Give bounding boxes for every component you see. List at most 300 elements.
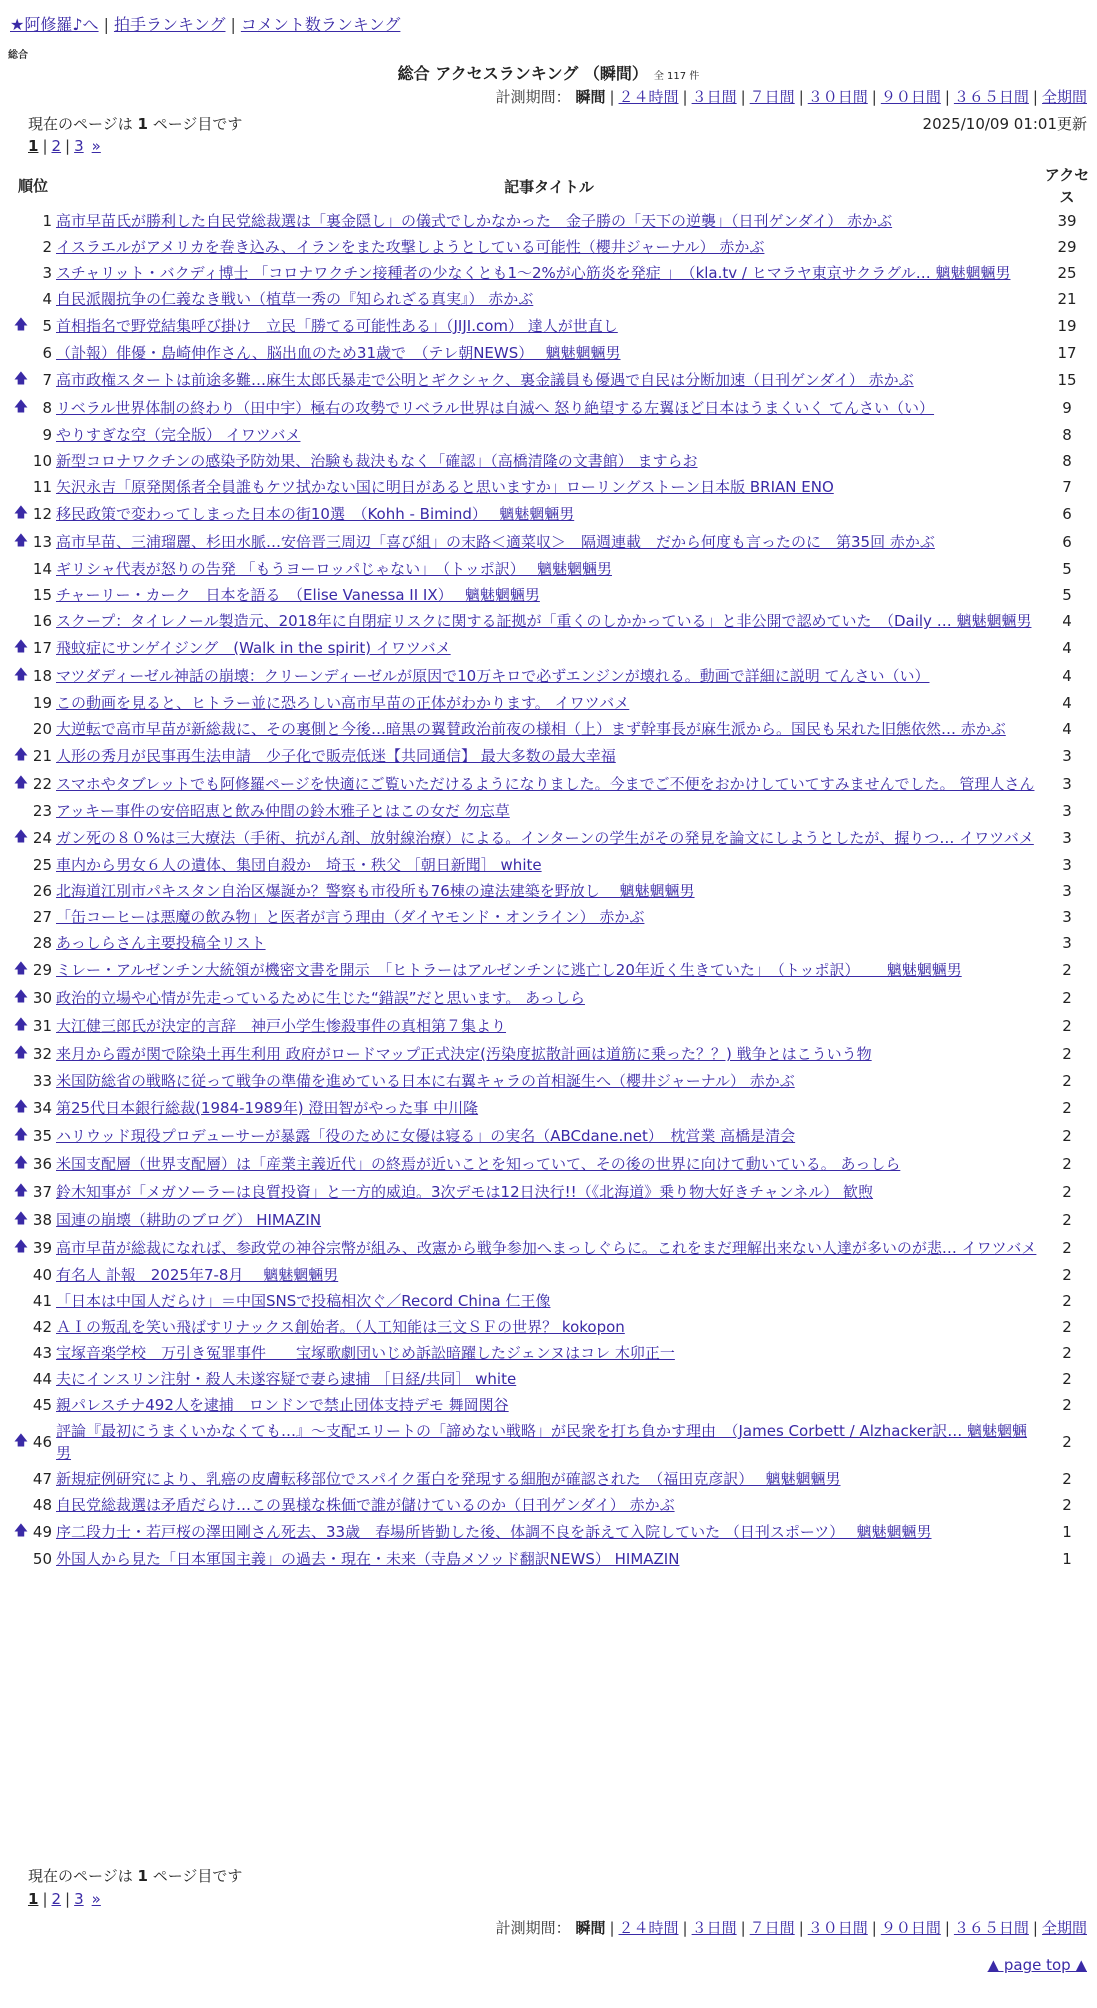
article-title-link[interactable]: マツダディーゼル神話の崩壊：クリーンディーゼルが原因で10万キロで必ずエンジンが壊れる。動画で詳細に説明 てんさい（い） [56,667,930,685]
rank-number: 50 [32,1550,52,1568]
page-info-top: 現在のページは 1 ページ目です 2025/10/09 01:01更新 [28,115,1087,133]
page-top-link[interactable]: ▲ page top ▲ [987,1956,1087,1974]
article-title-cell [56,474,1042,500]
rank-number: 21 [32,747,52,765]
access-count: 2 [1062,961,1072,979]
article-title-cell [56,1418,1042,1466]
article-title-link[interactable]: 車内から男女６人の遺体、集団自殺か 埼玉・秩父 ［朝日新聞］ white [56,856,542,874]
article-title-link[interactable]: ギリシャ代表が怒りの告発 「もうヨーロッパじゃない」 （トッポ訳） 魑魅魍魎男 [56,560,612,578]
rank-up-arrow-icon: 🡅 [13,533,29,549]
article-title-cell [56,1206,1042,1234]
access-count: 4 [1062,612,1072,630]
period-30d-link[interactable]: ３０日間 [807,88,868,106]
pager-page-1: 1 [28,1890,39,1908]
rank-up-arrow-icon: 🡅 [13,1045,29,1061]
page-info-bottom: 現在のページは 1 ページ目です [28,1867,243,1885]
total-count: 全 117 件 [653,71,700,82]
rank-arrow-cell [10,878,32,904]
article-title-cell [56,1466,1042,1492]
article-title-link[interactable]: 大逆転で高市早苗が新総裁に、その裏側と今後…暗黒の翼賛政治前夜の様相（上）まず幹事長が麻生派から。国民も呆れた旧態依然… 赤かぶ [56,720,1006,738]
rank-number: 22 [32,775,52,793]
article-title-cell [56,824,1042,852]
article-title-link[interactable]: 夫にインスリン注射・殺人未遂容疑で妻ら逮捕 ［日経/共同］ white [56,1370,517,1388]
rank-number: 10 [32,452,52,470]
period-30d-link[interactable]: ３０日間 [807,1919,868,1937]
article-title-link[interactable]: ミレー・アルゼンチン大統領が機密文書を開示 「ヒトラーはアルゼンチンに逃亡し20年近く生きていた」 （トッポ訳） 魑魅魍魎男 [56,961,962,979]
access-count: 3 [1062,856,1072,874]
access-count: 2 [1062,1396,1072,1414]
rank-number: 8 [42,399,52,417]
access-count: 25 [1057,264,1077,282]
access-count: 2 [1062,1017,1072,1035]
rank-up-arrow-icon: 🡅 [13,1239,29,1255]
rank-up-arrow-icon: 🡅 [13,775,29,791]
period-24h-link[interactable]: ２４時間 [618,1919,679,1937]
top-nav [10,12,400,35]
table-header-row [10,164,1092,208]
rank-number: 26 [32,882,52,900]
article-title-cell [56,1262,1042,1288]
rank-number: 3 [42,264,52,282]
article-title-cell [56,1546,1042,1572]
article-title-cell [56,448,1042,474]
article-title-cell [56,312,1042,340]
period-7d-link[interactable]: ７日間 [749,1919,795,1937]
table-row [10,984,1092,1012]
ranking-heading [0,61,1097,84]
access-count: 21 [1057,290,1077,308]
table-row [10,824,1092,852]
article-title-cell [56,582,1042,608]
pager-bottom: 1 | 2 | 3 » [28,1890,101,1908]
updated-timestamp: 2025/10/09 01:01更新 [922,115,1087,133]
article-title-link[interactable]: 矢沢永吉「原発関係者全員誰もケツ拭かない国に明日があると思いますか」ローリングストーン日本版 BRIAN ENO [56,478,834,496]
access-count: 29 [1057,238,1077,256]
header-rank: 順位 [17,177,48,195]
article-title-link[interactable]: 新型コロナワクチンの感染予防効果、治験も裁決もなく「確認」（高橋清隆の文書館） ますらお [56,452,698,470]
table-row [10,1418,1092,1466]
table-row [10,716,1092,742]
article-title-link[interactable]: 自民党総裁選は矛盾だらけ…この異様な株価で誰が儲けているのか（日刊ゲンダイ） 赤かぶ [56,1496,675,1514]
article-title-link[interactable]: 評論『最初にうまくいかなくても…』～支配エリートの「諦めない戦略」が民衆を打ち負かす理由 （James Corbett / Alzhacker訳… 魑魅魍魎男 [56,1422,1028,1462]
article-title-cell [56,690,1042,716]
rank-number: 43 [32,1344,52,1362]
table-row [10,500,1092,528]
ranking-rows [10,208,1092,1572]
rank-arrow-cell [10,690,32,716]
table-row [10,1366,1092,1392]
pager-page-2-link[interactable]: 2 [51,137,62,155]
article-title-link[interactable]: 北海道江別市パキスタン自治区爆誕か？警察も市役所も76棟の違法建築を野放し 魑魅魍魎男 [56,882,695,900]
access-count: 19 [1057,317,1077,335]
table-row [10,904,1092,930]
rank-number: 42 [32,1318,52,1336]
article-title-link[interactable]: 親パレスチナ492人を逮捕 ロンドンで禁止団体支持デモ 舞岡関谷 [56,1396,509,1414]
article-title-link[interactable]: 高市政権スタートは前途多難…麻生太郎氏暴走で公明とギクシャク、裏金議員も優遇で自民は分断加速（日刊ゲンダイ） 赤かぶ [56,371,914,389]
rank-up-arrow-icon: 🡅 [13,1183,29,1199]
article-title-cell [56,1492,1042,1518]
pager-top: 1 | 2 | 3 » [28,137,101,155]
rank-number: 23 [32,802,52,820]
article-title-cell [56,1040,1042,1068]
table-row [10,448,1092,474]
article-title-link[interactable]: ＡＩの叛乱を笑い飛ばすリナックス創始者。（人工知能は三文ＳＦの世界？ kokopon [56,1318,625,1336]
article-title-link[interactable]: 移民政策で変わってしまった日本の街10選 （Kohh - Bimind） 魑魅魍魎男 [56,505,575,523]
rank-arrow-cell [10,904,32,930]
rank-up-arrow-icon: 🡅 [13,829,29,845]
period-current: 瞬間 [575,88,606,106]
rank-arrow-cell [10,448,32,474]
period-90d-link[interactable]: ９０日間 [880,88,941,106]
table-row [10,1262,1092,1288]
pager-page-3-link[interactable]: 3 [74,1890,84,1908]
access-count: 2 [1062,989,1072,1007]
rank-number: 39 [32,1239,52,1257]
access-count: 4 [1062,694,1072,712]
rank-arrow-cell [10,1340,32,1366]
rank-arrow-cell [10,1314,32,1340]
table-row [10,1040,1092,1068]
rank-number: 30 [32,989,52,1007]
table-row [10,528,1092,556]
rank-up-arrow-icon: 🡅 [13,505,29,521]
category-label: 総合 [8,50,28,61]
access-count: 4 [1062,667,1072,685]
rank-up-arrow-icon: 🡅 [13,989,29,1005]
period-3d-link[interactable]: ３日間 [691,1919,737,1937]
article-title-link[interactable]: 自民派閥抗争の仁義なき戦い（植草一秀の『知られざる真実』） 赤かぶ [56,290,534,308]
table-row [10,1340,1092,1366]
table-row [10,742,1092,770]
current-page-number: 1 [137,1867,148,1885]
table-row [10,312,1092,340]
article-title-link[interactable]: 来月から霞が関で除染土再生利用 政府がロードマップ正式決定(汚染度拡散計画は道筋に乗った？？) 戦争とはこういう物 [56,1045,872,1063]
rank-up-arrow-icon: 🡅 [13,1155,29,1171]
article-title-link[interactable]: 有名人 訃報 2025年7-8月 魑魅魍魎男 [56,1266,339,1284]
article-title-cell [56,716,1042,742]
rank-number: 34 [32,1099,52,1117]
access-count: 5 [1062,560,1072,578]
rank-number: 28 [32,934,52,952]
table-row [10,1492,1092,1518]
access-count: 1 [1062,1550,1072,1568]
article-title-link[interactable]: 新規症例研究により、乳癌の皮膚転移部位でスパイク蛋白を発現する細胞が確認された （福田克彦訳） 魑魅魍魎男 [56,1470,841,1488]
rank-number: 2 [42,238,52,256]
table-row [10,582,1092,608]
article-title-link[interactable]: 「缶コーヒーは悪魔の飲み物」と医者が言う理由（ダイヤモンド・オンライン） 赤かぶ [56,908,645,926]
table-row [10,770,1092,798]
table-row [10,1314,1092,1340]
article-title-link[interactable]: 高市早苗が総裁になれば、参政党の神谷宗幣が組み、改憲から戦争参加へまっしぐらに。これをまだ理解出来ない人達が多いのが悲… イワツバメ [56,1239,1037,1257]
rank-arrow-cell [10,930,32,956]
rank-number: 17 [32,639,52,657]
access-count: 2 [1062,1433,1072,1451]
rank-number: 11 [32,478,52,496]
period-90d-link[interactable]: ９０日間 [880,1919,941,1937]
article-title-cell [56,956,1042,984]
period-nav-bottom: 計測期間： 瞬間 | ２４時間 | ３日間 | ７日間 | ３０日間 | ９０日間 | ３６５日間 | 全期間 [495,1919,1087,1937]
rank-arrow-cell [10,1392,32,1418]
rank-number: 9 [42,426,52,444]
access-count: 2 [1062,1183,1072,1201]
article-title-cell [56,984,1042,1012]
article-title-link[interactable]: 大江健三郎氏が決定的言辞 神戸小学生惨殺事件の真相第７集より [56,1017,507,1035]
rank-number: 31 [32,1017,52,1035]
rank-number: 46 [32,1433,52,1451]
rank-arrow-cell [10,556,32,582]
article-title-cell [56,878,1042,904]
rank-number: 6 [42,344,52,362]
article-title-cell [56,422,1042,448]
article-title-cell [56,340,1042,366]
rank-up-arrow-icon: 🡅 [13,1127,29,1143]
rank-arrow-cell [10,422,32,448]
rank-number: 41 [32,1292,52,1310]
table-row [10,1234,1092,1262]
article-title-link[interactable]: スクープ：タイレノール製造元、2018年に自閉症リスクに関する証拠が「重くのしかかっている」と非公開で認めていた （Daily … 魑魅魍魎男 [56,612,1032,630]
rank-up-arrow-icon: 🡅 [13,1211,29,1227]
rank-number: 4 [42,290,52,308]
access-count: 8 [1062,452,1072,470]
pager-next-link[interactable]: » [91,1890,101,1908]
table-row [10,852,1092,878]
period-365d-link[interactable]: ３６５日間 [953,1919,1029,1937]
article-title-cell [56,1518,1042,1546]
table-row [10,1178,1092,1206]
rank-arrow-cell [10,340,32,366]
access-count: 9 [1062,399,1072,417]
article-title-cell [56,1012,1042,1040]
article-title-cell [56,1314,1042,1340]
article-title-link[interactable]: 「日本は中国人だらけ」＝中国SNSで投稿相次ぐ／Record China 仁王像 [56,1292,551,1310]
pager-page-2-link[interactable]: 2 [51,1890,62,1908]
rank-number: 36 [32,1155,52,1173]
rank-number: 29 [32,961,52,979]
rank-up-arrow-icon: 🡅 [13,747,29,763]
nav-separator: | [103,15,109,34]
period-7d-link[interactable]: ７日間 [749,88,795,106]
table-row [10,930,1092,956]
article-title-link[interactable]: 序二段力士・若戸桜の澤田剛さん死去、33歳 春場所皆勤した後、体調不良を訴えて入院していた （日刊スポーツ） 魑魅魍魎男 [56,1523,932,1541]
access-count: 4 [1062,720,1072,738]
table-row [10,1392,1092,1418]
rank-number: 47 [32,1470,52,1488]
article-title-cell [56,930,1042,956]
ranking-table [10,164,1092,1572]
rank-number: 14 [32,560,52,578]
access-count: 17 [1057,344,1077,362]
nav-comment-ranking-link[interactable]: コメント数ランキング [240,15,401,34]
article-title-cell [56,1392,1042,1418]
article-title-link[interactable]: この動画を見ると、ヒトラー並に恐ろしい高市早苗の正体がわかります。 イワツバメ [56,694,630,712]
article-title-link[interactable]: 第25代日本銀行総裁(1984-1989年) 澄田智がやった事 中川隆 [56,1099,479,1117]
access-count: 1 [1062,1523,1072,1541]
article-title-cell [56,234,1042,260]
rank-arrow-cell [10,852,32,878]
article-title-cell [56,634,1042,662]
article-title-link[interactable]: 政治的立場や心情が先走っているために生じた“錯誤”だと思います。 あっしら [56,989,585,1007]
article-title-cell [56,852,1042,878]
table-row [10,1094,1092,1122]
article-title-cell [56,1366,1042,1392]
table-row [10,394,1092,422]
rank-up-arrow-icon: 🡅 [13,371,29,387]
article-title-cell [56,1094,1042,1122]
article-title-cell [56,528,1042,556]
nav-applause-ranking-link[interactable]: 拍手ランキング [113,15,226,34]
rank-up-arrow-icon: 🡅 [13,1523,29,1539]
table-row [10,1518,1092,1546]
nav-home-link[interactable]: ★阿修羅♪へ [10,15,99,34]
header-access: アクセス [1044,166,1090,206]
article-title-link[interactable]: 米国支配層（世界支配層）は「産業主義近代」の終焉が近いことを知っていて、その後の世界に向けて動いている。 あっしら [56,1155,901,1173]
table-row [10,340,1092,366]
access-count: 2 [1062,1318,1072,1336]
access-count: 2 [1062,1155,1072,1173]
table-row [10,798,1092,824]
rank-number: 38 [32,1211,52,1229]
access-count: 39 [1057,212,1077,230]
table-row [10,260,1092,286]
article-title-cell [56,1288,1042,1314]
article-title-cell [56,770,1042,798]
article-title-link[interactable]: スチャリット・バクディ博士 「コロナワクチン接種者の少なくとも1～2%が心筋炎を発症 」 （kla.tv / ヒマラヤ東京サクラグル… 魑魅魍魎男 [56,264,1011,282]
article-title-link[interactable]: アッキー事件の安倍昭恵と飲み仲間の鈴木雅子とはこの女だ 勿忘草 [56,802,510,820]
pager-next-link[interactable]: » [91,137,101,155]
access-count: 3 [1062,908,1072,926]
period-3d-link[interactable]: ３日間 [691,88,737,106]
table-row [10,1466,1092,1492]
article-title-link[interactable]: 首相指名で野党結集呼び掛け 立民「勝てる可能性ある」（JIJI.com） 達人が世直し [56,317,618,335]
pager-page-3-link[interactable]: 3 [74,137,84,155]
table-row [10,634,1092,662]
article-title-cell [56,742,1042,770]
rank-up-arrow-icon: 🡅 [13,317,29,333]
period-365d-link[interactable]: ３６５日間 [953,88,1029,106]
rank-number: 35 [32,1127,52,1145]
access-count: 3 [1062,829,1072,847]
article-title-link[interactable]: 国連の崩壊（耕助のブログ） HIMAZIN [56,1211,322,1229]
rank-number: 16 [32,612,52,630]
article-title-cell [56,556,1042,582]
table-row [10,1122,1092,1150]
rank-number: 37 [32,1183,52,1201]
rank-up-arrow-icon: 🡅 [13,399,29,415]
article-title-cell [56,260,1042,286]
access-count: 3 [1062,775,1072,793]
current-page-number: 1 [137,115,148,133]
article-title-cell [56,1150,1042,1178]
rank-number: 19 [32,694,52,712]
table-row [10,608,1092,634]
access-count: 7 [1062,478,1072,496]
table-row [10,234,1092,260]
period-24h-link[interactable]: ２４時間 [618,88,679,106]
article-title-cell [56,904,1042,930]
access-count: 2 [1062,1370,1072,1388]
page-top [988,1956,1087,1974]
article-title-cell [56,1340,1042,1366]
rank-number: 20 [32,720,52,738]
table-row [10,366,1092,394]
article-title-link[interactable]: 宝塚音楽学校 万引き冤罪事件 宝塚歌劇団いじめ訴訟暗躍したジェンヌはコレ 木卯正一 [56,1344,675,1362]
access-count: 2 [1062,1127,1072,1145]
article-title-link[interactable]: 米国防総省の戦略に従って戦争の準備を進めている日本に右翼キャラの首相誕生へ（櫻井ジャーナル） 赤かぶ [56,1072,795,1090]
article-title-link[interactable]: （訃報）俳優・島崎伸作さん、脳出血のため31歳で （テレ朝NEWS） 魑魅魍魎男 [56,344,621,362]
access-count: 3 [1062,934,1072,952]
period-all-link[interactable]: 全期間 [1041,1919,1087,1937]
access-count: 8 [1062,426,1072,444]
table-row [10,662,1092,690]
article-title-link[interactable]: チャーリー・カーク 日本を語る （Elise Vanessa II IX） 魑魅魍魎男 [56,586,540,604]
access-count: 2 [1062,1099,1072,1117]
rank-number: 13 [32,533,52,551]
rank-number: 25 [32,856,52,874]
period-all-link[interactable]: 全期間 [1041,88,1087,106]
table-row [10,1206,1092,1234]
article-title-link[interactable]: リベラル世界体制の終わり（田中宇）極右の攻勢でリベラル世界は自滅へ 怒り絶望する左翼ほど日本はうまくいく てんさい（い） [56,399,935,417]
article-title-cell [56,1122,1042,1150]
article-title-link[interactable]: 飛蚊症にサンゲイジング (Walk in the spirit) イワツバメ [56,639,451,657]
article-title-cell [56,608,1042,634]
table-row [10,474,1092,500]
rank-arrow-cell [10,1492,32,1518]
period-current: 瞬間 [575,1919,606,1937]
rank-arrow-cell [10,716,32,742]
rank-arrow-cell [10,582,32,608]
article-title-cell [56,394,1042,422]
access-count: 2 [1062,1211,1072,1229]
access-count: 6 [1062,533,1072,551]
period-label: 計測期間： [495,88,571,106]
rank-number: 5 [42,317,52,335]
rank-number: 49 [32,1523,52,1541]
access-count: 3 [1062,882,1072,900]
rank-arrow-cell [10,798,32,824]
rank-number: 24 [32,829,52,847]
article-title-cell [56,1178,1042,1206]
access-count: 3 [1062,747,1072,765]
rank-number: 45 [32,1396,52,1414]
table-row [10,878,1092,904]
article-title-link[interactable]: ハリウッド現役プロデューサーが暴露「役のために女優は寝る」の実名（ABCdane.net） 枕営業 高橋是清会 [56,1127,796,1145]
article-title-link[interactable]: 人形の秀月が民事再生法申請 少子化で販売低迷【共同通信】 最大多数の最大幸福 [56,747,616,765]
rank-arrow-cell [10,1068,32,1094]
article-title-link[interactable]: 外国人から見た「日本軍国主義」の過去・現在・未来（寺島メソッド翻訳NEWS） HIMAZIN [56,1550,680,1568]
article-title-link[interactable]: スマホやタブレットでも阿修羅ページを快適にご覧いただけるようになりました。今までご不便をおかけしていてすみませんでした。 管理人さん [56,775,1035,793]
article-title-link[interactable]: 高市早苗、三浦瑠麗、杉田水脈…安倍晋三周辺「喜び組」の末路＜適菜収＞ 隔週連載 だから何度も言ったのに 第35回 赤かぶ [56,533,935,551]
period-nav-top: 計測期間： 瞬間 | ２４時間 | ３日間 | ７日間 | ３０日間 | ９０日間 | ３６５日間 | 全期間 [495,88,1087,106]
article-title-link[interactable]: イスラエルがアメリカを巻き込み、イランをまた攻撃しようとしている可能性（櫻井ジャーナル） 赤かぶ [56,238,765,256]
rank-number: 7 [42,371,52,389]
rank-arrow-cell [10,1262,32,1288]
rank-number: 44 [32,1370,52,1388]
article-title-link[interactable]: あっしらさん主要投稿全リスト [56,934,266,952]
rank-up-arrow-icon: 🡅 [13,639,29,655]
table-row [10,1150,1092,1178]
rank-number: 18 [32,667,52,685]
article-title-link[interactable]: 鈴木知事が「メガソーラーは良質投資」と一方的威迫。3次デモは12日決行!!（《北海道》乗り物大好きチャンネル） 歓煦 [56,1183,874,1201]
rank-arrow-cell [10,208,32,234]
article-title-link[interactable]: ガン死の８０%は三大療法（手術、抗がん剤、放射線治療）による。インターンの学生がその発見を論文にしようとしたが、握りつ… イワツバメ [56,829,1034,847]
article-title-cell [56,798,1042,824]
article-title-link[interactable]: 高市早苗氏が勝利した自民党総裁選は「裏金隠し」の儀式でしかなかった 金子勝の「天下の逆襲」（日刊ゲンダイ） 赤かぶ [56,212,893,230]
access-count: 6 [1062,505,1072,523]
article-title-cell [56,1234,1042,1262]
table-row [10,556,1092,582]
article-title-link[interactable]: やりすぎな空（完全版） イワツバメ [56,426,301,444]
rank-arrow-cell [10,260,32,286]
